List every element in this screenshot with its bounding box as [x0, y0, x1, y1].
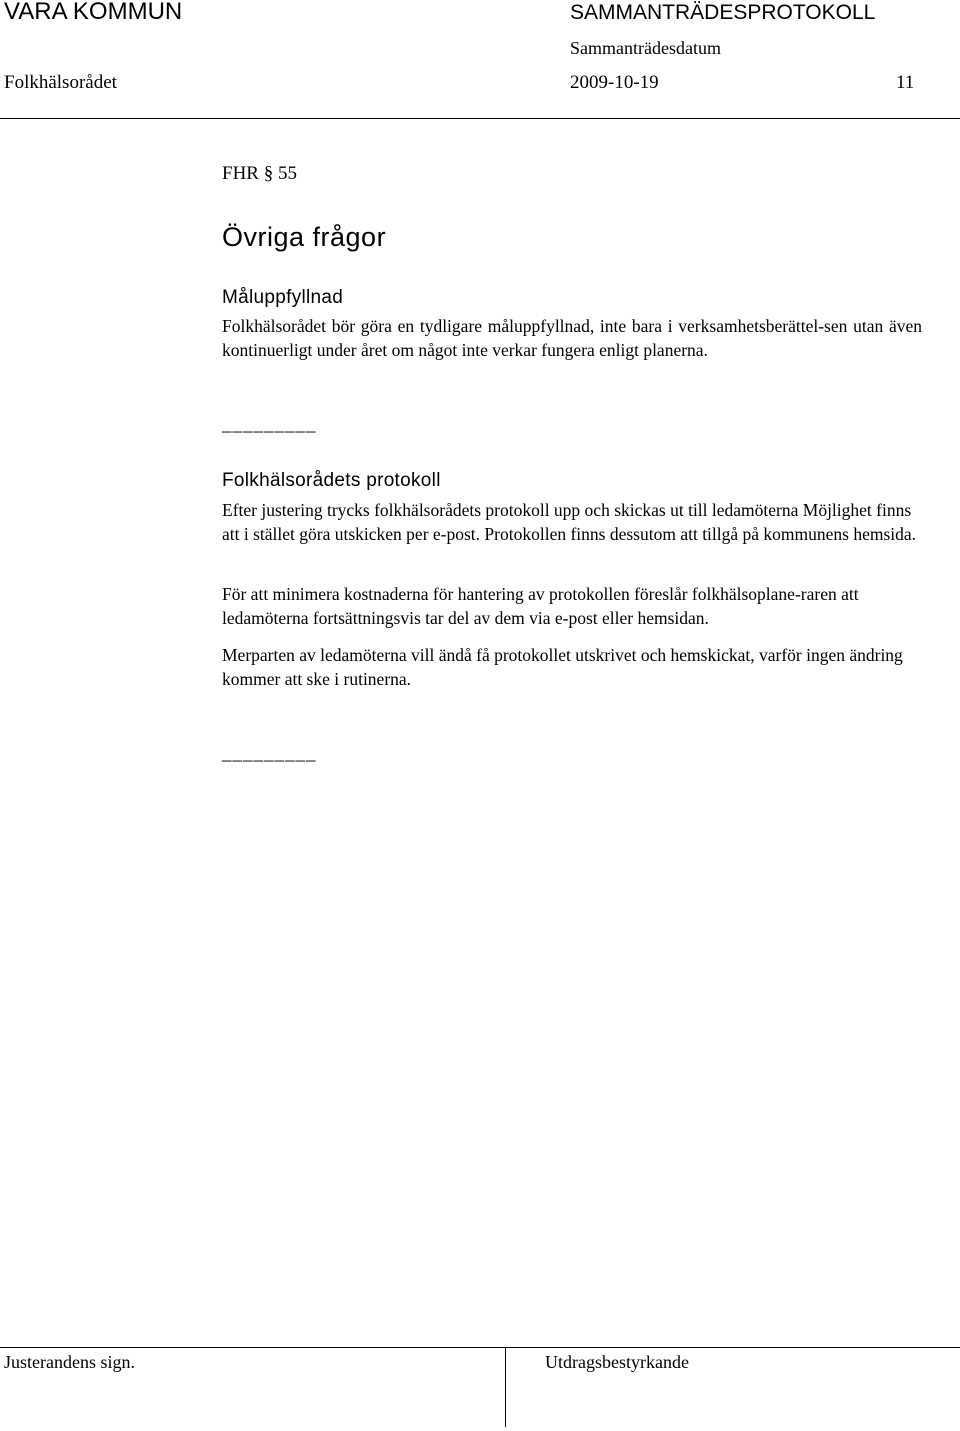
paragraph-text: För att minimera kostnaderna för hantering av protokollen föreslår folkhälsoplane-raren att ledamöterna fortsättningsvis tar del av dem via e-post eller hemsidan.: [222, 584, 859, 628]
header-rule: [0, 118, 960, 119]
item-paragraph: [222, 643, 922, 691]
item-paragraph: [222, 582, 922, 630]
paragraph-text: Folkhälsorådet bör göra en tydligare måluppfyllnad, inte bara i verksamhetsberättel-sen utan även kontinuerligt under året om något inte verkar fungera enligt planerna.: [222, 316, 922, 360]
meeting-date: 2009-10-19: [570, 72, 659, 93]
page-number: 11: [896, 72, 915, 93]
item-heading: Folkhälsorådets protokoll: [222, 470, 441, 491]
signature-label: Justerandens sign.: [4, 1352, 135, 1372]
item-paragraph: [222, 314, 922, 362]
item-paragraph: [222, 498, 922, 546]
item-heading: Måluppfyllnad: [222, 287, 344, 308]
divider-line: _________: [222, 743, 317, 764]
organization-name: VARA KOMMUN: [4, 0, 183, 25]
divider-line: _________: [222, 414, 317, 435]
section-reference: FHR § 55: [222, 163, 297, 184]
footer-column-divider: [505, 1347, 506, 1427]
footer-rule: [0, 1347, 960, 1348]
document-type: SAMMANTRÄDESPROTOKOLL: [570, 1, 876, 24]
section-title: Övriga frågor: [222, 222, 387, 252]
paragraph-text: Efter justering trycks folkhälsorådets protokoll upp och skickas ut till ledamöterna Möjlighet finns att i stället göra utskicken per e-post. Protokollen finns dessutom att tillgå på kommunens hemsida.: [222, 500, 917, 544]
extract-certification-label: Utdragsbestyrkande: [545, 1352, 689, 1372]
meeting-date-label: Sammanträdesdatum: [570, 38, 721, 58]
paragraph-text: Merparten av ledamöterna vill ändå få protokollet utskrivet och hemskickat, varför ingen ändring kommer att ske i rutinerna.: [222, 645, 903, 689]
council-name: Folkhälsorådet: [4, 72, 117, 93]
